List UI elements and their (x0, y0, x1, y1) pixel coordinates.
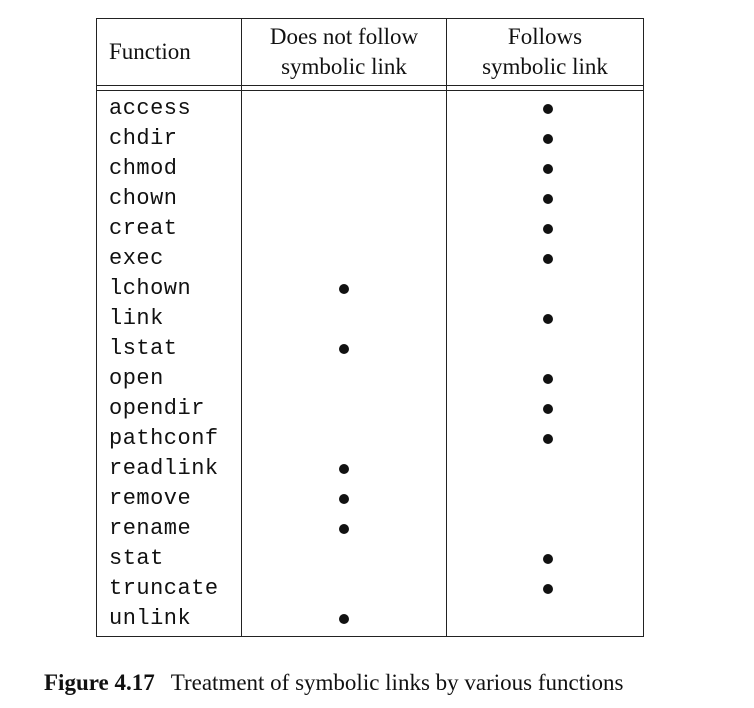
figure-label: Figure 4.17 (44, 670, 155, 695)
function-name: chdir (109, 126, 178, 151)
function-name: lstat (109, 336, 178, 361)
bullet-follows (543, 554, 553, 564)
header-rule (97, 85, 643, 86)
table-row (97, 394, 643, 424)
table-body (97, 94, 643, 634)
function-name: stat (109, 546, 164, 571)
table-row (97, 544, 643, 574)
header-function (109, 19, 239, 85)
bullet-follows (543, 224, 553, 234)
bullet-does-not-follow (339, 524, 349, 534)
figure-caption-text: Treatment of symbolic links by various functions (170, 670, 624, 695)
function-name: pathconf (109, 426, 219, 451)
function-name: opendir (109, 396, 205, 421)
header-follows-line1: Follows (507, 24, 583, 49)
bullet-does-not-follow (339, 464, 349, 474)
table-row (97, 184, 643, 214)
bullet-follows (543, 434, 553, 444)
function-name: creat (109, 216, 178, 241)
bullet-follows (543, 374, 553, 384)
bullet-does-not-follow (339, 284, 349, 294)
function-name: chown (109, 186, 178, 211)
table-row (97, 484, 643, 514)
function-name: link (109, 306, 164, 331)
figure-caption (44, 668, 623, 698)
header-does-not-follow-line2: symbolic link (281, 54, 407, 79)
header-follows-line2: symbolic link (482, 54, 608, 79)
table-row (97, 94, 643, 124)
function-name: access (109, 96, 192, 121)
table-row (97, 364, 643, 394)
function-name: truncate (109, 576, 219, 601)
bullet-follows (543, 584, 553, 594)
bullet-follows (543, 104, 553, 114)
bullet-follows (543, 194, 553, 204)
bullet-follows (543, 254, 553, 264)
table-row (97, 334, 643, 364)
table-row (97, 244, 643, 274)
bullet-does-not-follow (339, 344, 349, 354)
table-row (97, 604, 643, 634)
bullet-follows (543, 164, 553, 174)
table-row (97, 574, 643, 604)
function-name: lchown (109, 276, 192, 301)
bullet-does-not-follow (339, 494, 349, 504)
symlink-table (96, 18, 644, 637)
header-does-not-follow-line1: Does not follow (269, 24, 419, 49)
function-name: rename (109, 516, 192, 541)
function-name: chmod (109, 156, 178, 181)
function-name: remove (109, 486, 192, 511)
header-does-not-follow (242, 19, 446, 85)
function-name: exec (109, 246, 164, 271)
table-row (97, 424, 643, 454)
header-function-label: Function (109, 39, 191, 64)
bullet-follows (543, 404, 553, 414)
table-row (97, 124, 643, 154)
table-row (97, 154, 643, 184)
table-row (97, 274, 643, 304)
header-follows (447, 19, 643, 85)
bullet-follows (543, 314, 553, 324)
table-row (97, 454, 643, 484)
function-name: readlink (109, 456, 219, 481)
function-name: open (109, 366, 164, 391)
table-row (97, 514, 643, 544)
bullet-does-not-follow (339, 614, 349, 624)
function-name: unlink (109, 606, 192, 631)
header-rule (97, 90, 643, 91)
table-row (97, 214, 643, 244)
bullet-follows (543, 134, 553, 144)
table-row (97, 304, 643, 334)
